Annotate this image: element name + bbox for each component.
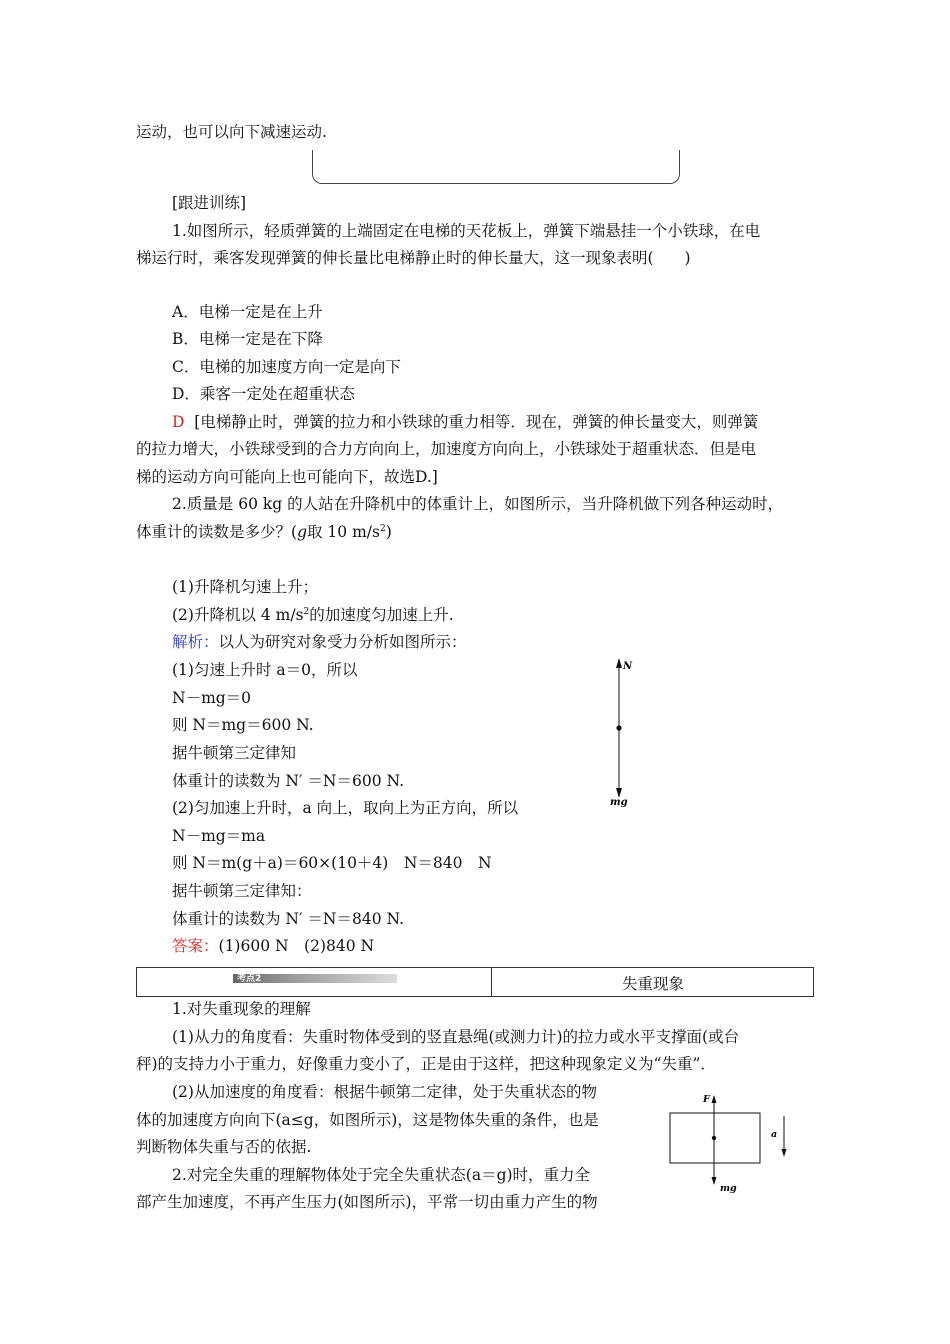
note-bracket-box (312, 150, 680, 184)
force-diagram-box (665, 1088, 795, 1200)
q2-step7: N－mg＝ma (172, 827, 266, 845)
force-label-n: N (623, 661, 633, 672)
force-down-arrow-icon (712, 1177, 717, 1185)
weightless-p2-line1: (2)从加速度的角度看：根据牛顿第二定律，处于失重状态的物 (172, 1083, 597, 1101)
q1-option-c: C．电梯的加速度方向一定是向下 (172, 358, 401, 376)
force-up-arrow-icon (712, 1095, 717, 1103)
follow-training-heading: [跟进训练] (172, 194, 247, 212)
q2-sub2-sup: 2 (303, 607, 310, 617)
weightless-p1-line2: 秤)的支持力小于重力，好像重力变小了，正是由于这样，把这种现象定义为“失重”． (136, 1055, 716, 1073)
q2-stem-sup: 2 (379, 524, 386, 534)
q2-step2: N－mg＝0 (172, 689, 252, 707)
q2-step4: 据牛顿第三定律知 (172, 744, 297, 762)
section-header-table (136, 967, 814, 997)
q1-stem-line2: 梯运行时，乘客发现弹簧的伸长量比电梯静止时的伸长量大，这一现象表明( ) (136, 249, 691, 267)
box-label-f: F (703, 1094, 710, 1105)
q2-stem-close: ) (385, 523, 392, 541)
q2-stem-g: g (297, 523, 307, 541)
q1-stem-line1: 1.如图所示，轻质弹簧的上端固定在电梯的天花板上，弹簧下端悬挂一个小铁球，在电 (172, 222, 761, 240)
q2-sub2-rest: 的加速度匀加速上升. (309, 606, 454, 624)
q2-sub2 (172, 605, 454, 625)
q2-sub2-text: (2)升降机以 4 m/s (172, 606, 304, 624)
q1-explanation-line1 (172, 412, 758, 432)
q1-explanation-line2: 的拉力增大，小铁球受到的合力方向向上，加速度方向向上，小铁球处于超重状态．但是电 (136, 440, 757, 458)
q1-explanation-line3: 梯的运动方向可能向上也可能向下，故选D.] (136, 468, 438, 486)
q2-stem-line1: 2.质量是 60 kg 的人站在升降机中的体重计上，如图所示，当升降机做下列各种运动时， (172, 495, 784, 513)
q2-analysis-line (172, 632, 467, 652)
q2-stem-line2 (136, 522, 392, 542)
acceleration-arrow-icon (782, 1149, 787, 1157)
q2-answer-line (172, 936, 374, 956)
section-tag (233, 974, 397, 983)
q2-step3: 则 N＝mg＝600 N. (172, 716, 314, 734)
box-label-a: a (771, 1129, 778, 1140)
section-title: 失重现象 (621, 975, 684, 993)
force-diagram-n-mg (600, 655, 640, 810)
top-continuation-line: 运动，也可以向下减速运动. (136, 123, 327, 141)
q2-step9: 据牛顿第三定律知： (172, 882, 312, 900)
weightless-p2-line2: 体的加速度方向向下(a≤g，如图所示)，这是物体失重的条件，也是 (136, 1111, 599, 1129)
analysis-text: 以人为研究对象受力分析如图所示： (218, 633, 467, 651)
q1-option-b: B．电梯一定是在下降 (172, 330, 323, 348)
q2-sub1: (1)升降机匀速上升； (172, 578, 318, 596)
q1-explanation-text1: [电梯静止时，弹簧的拉力和小铁球的重力相等．现在，弹簧的伸长量变大，则弹簧 (194, 413, 759, 431)
table-divider (491, 968, 492, 996)
q1-option-a: A．电梯一定是在上升 (172, 303, 323, 321)
q2-step6: (2)匀加速上升时，a 向上，取向上为正方向，所以 (172, 799, 519, 817)
weightless-p3-line2: 部产生加速度，不再产生压力(如图所示)，平常一切由重力产生的物 (136, 1193, 598, 1211)
answer-text: (1)600 N (2)840 N (218, 937, 375, 955)
answer-label: 答案： (172, 937, 219, 955)
force-label-mg: mg (610, 797, 628, 808)
q2-step1: (1)匀速上升时 a＝0，所以 (172, 661, 358, 679)
box-center-point (712, 1136, 716, 1140)
weightless-p1-line1: (1)从力的角度看：失重时物体受到的竖直悬绳(或测力计)的拉力或水平支撑面(或台 (172, 1028, 740, 1046)
q1-answer-letter: D (172, 413, 185, 431)
analysis-label: 解析： (172, 633, 219, 651)
q1-option-d: D．乘客一定处在超重状态 (172, 385, 355, 403)
q2-step10: 体重计的读数为 N′ ＝N＝840 N. (172, 910, 405, 928)
q2-step5: 体重计的读数为 N′ ＝N＝600 N. (172, 772, 405, 790)
weightless-heading1: 1.对失重现象的理解 (172, 1000, 311, 1018)
object-point (616, 725, 621, 730)
q2-stem-text: 体重计的读数是多少？( (136, 523, 298, 541)
q2-step8: 则 N＝m(g＋a)＝60×(10＋4) N＝840 N (172, 854, 492, 872)
box-label-mg: mg (720, 1183, 737, 1194)
section-tag-label: 考点2 (237, 974, 262, 984)
weightless-p3-line1: 2.对完全失重的理解物体处于完全失重状态(a＝g)时，重力全 (172, 1166, 591, 1184)
q2-stem-unit: 取 10 m/s (307, 523, 380, 541)
weightless-p2-line3: 判断物体失重与否的依据. (136, 1138, 312, 1156)
up-arrow-icon (616, 658, 622, 668)
